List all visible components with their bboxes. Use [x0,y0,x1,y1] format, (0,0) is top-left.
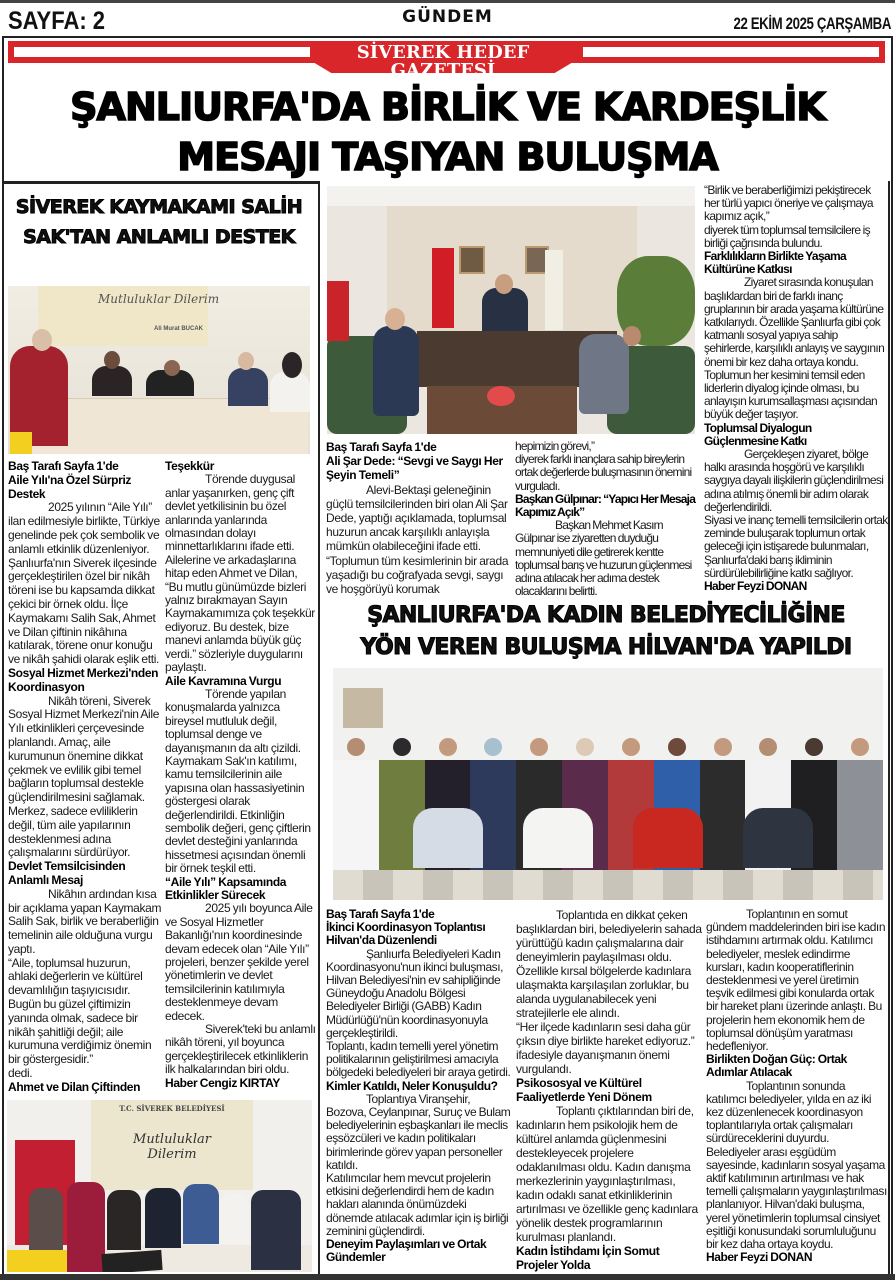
paragraph: Toplantıda en dikkat çeken başlıklardan biri, belediyelerin sahada yürüttüğü kadın çalışmalarına dair deneyimlerin paylaşılması oldu. Özellikle kırsal bölgelerde kadınlara ulaşmakta karşılaşılan zorluklar, bu alanda uygulanabilecek yeni stratejilerle ele alındı. [516,908,702,1020]
lead-story-col2 [515,440,699,598]
subheading: Kadın İstihdamı İçin Somut Projeler Yolda [516,1244,660,1272]
issue-date: 22 EKİM 2025 ÇARŞAMBA [733,14,891,33]
subheading: Sosyal Hizmet Merkezi'nden Koordinasyon [8,665,159,694]
subheading: Başkan Gülpınar: “Yapıcı Her Mesaja Kapımız Açık” [515,491,696,520]
subheading: Aile Kavramına Vurgu [165,673,282,688]
paragraph: Nikâhın ardından kısa bir açıklama yapan Kaymakam Salih Sak, birlik ve beraberliğin temelinin aile olduğuna vurgu yaptı. [8,886,162,956]
subheading: Deneyim Paylaşımları ve Ortak Gündemler [326,1237,487,1265]
page-number: SAYFA: 2 [8,7,106,35]
page-header [0,4,895,34]
lead-headline-line2: MESAJI TAŞIYAN BULUŞMA [177,135,718,179]
paragraph: Toplantının sonunda katılımcı belediyeler, yılda en az iki kez düzenlenecek koordinasyon toplantılarıyla ortak çalışmaları sürdüreceklerini duyurdu. [706,1078,872,1146]
paragraph: 2025 yılı boyunca Aile ve Sosyal Hizmetler Bakanlığı'nın koordinesinde devam edecek olan “Aile Yılı” projeleri, benzer şekilde yerel yönetimlerin ve devlet temsilcilerinin katılımıyla desteklenmeye devam edecek. [165,901,313,1023]
subheading: Baş Tarafı Sayfa 1'de [8,459,119,473]
right-frame-rule [888,181,890,1274]
paragraph: “Birlik ve beraberliğimizi pekiştirecek her türlü yapıcı öneriye ve çalışmaya kapımız açık,” [704,183,873,224]
masthead-title: SİVEREK HEDEF GAZETESİ [356,42,530,81]
subheading: Aile Yılı'na Özel Sürpriz Destek [8,472,132,501]
paragraph: diyerek tüm toplumsal temsilcilere iş birliği çağrısında bulundu. [704,222,871,250]
paragraph: Ziyaret sırasında konuşulan başlıklardan biri de farklı inanç gruplarının bir arada yaşama kültürüne katkılarıydı. Özellikle Şanlıurfa gibi çok katmanlı sosyal yapıya sahip şehirlerde, karşılıklı anlayış ve saygının önemi bir kez daha ortaya kondu. Toplumun her kesimini temsil eden liderlerin diyalog içinde olması, bu anlayışın kurumsallaşması açısından büyük değer taşıyor. [704,275,885,422]
paragraph: 2025 yılının “Aile Yılı” ilan edilmesiyle birlikte, Türkiye genelinde pek çok sembolik ve anlamlı etkinlik düzenleniyor. Şanlıurfa'nın Siverek ilçesinde gerçekleştirilen özel bir nikâh töreni ise bu kapsamda dikkat çekici bir örnek oldu. İlçe Kaymakamı Salih Sak, Ahmet ve Dilan çiftinin nikâhına katılarak, törene onur konuğu ve nikâh şahidi olarak eşlik etti. [8,500,160,667]
subheading: Baş Tarafı Sayfa 1'de [326,440,437,454]
hilvan-story-col1 [326,908,512,1264]
subheading: Toplumsal Diyalogun Güçlenmesine Katkı [704,420,812,448]
paragraph: Törende yapılan konuşmalarda yalnızca bireysel mutluluk değil, toplumsal denge ve dayanışmanın da altı çizildi. Kaymakam Sak'ın katılımı, kamu temsilcilerinin aile yapısına olan hassasiyetinin göstergesi olarak değerlendirildi. Etkinliğin sembolik değeri, genç çiftlerin devlet desteğini yanlarında hissetmesi açısından önemli bir örnek teşkil etti. [165,686,311,876]
paragraph: “Aile, toplumsal huzurun, ahlaki değerlerin ve kültürel devamlılığın taşıyıcısıdır. Bugün bu güzel çiftimizin yanında olmak, sadece bir nikâh şahitliği değil; aile kurumuna verdiğimiz önemin bir göstergesidir.” [8,955,152,1067]
paragraph: Siverek'teki bu anlamlı nikâh töreni, yıl boyunca gerçekleştirilecek etkinliklerin ilk halkalarından biri oldu. [165,1022,316,1077]
paragraph: Şanlıurfa Belediyeleri Kadın Koordinasyonu'nun ikinci buluşması, Hilvan Belediyesi'nin ev sahipliğinde Güneydoğu Anadolu Bölgesi Belediyeler Birliği (GABB) Kadın Müdürlüğü'nün koordinasyonuyla gerçekleştirildi. [326,946,503,1040]
section-name: GÜNDEM [402,7,493,27]
bottom-rule [0,1274,895,1280]
paragraph: Alevi-Bektaşi geleneğinin güçlü temsilcilerinden biri olan Ali Şar Dede, yaptığı açıklamada, toplumsal huzurun ancak karşılıklı anlayışla mümkün olabileceğini ifade etti. [326,482,508,554]
paragraph: Toplantı, kadın temelli yerel yönetim politikalarının geliştirilmesi amacıyla bölgedeki belediyeleri bir araya getirdi. [326,1039,511,1080]
hilvan-story-col3 [706,908,888,1264]
subheading: İkinci Koordinasyon Toplantısı Hilvan'da Düzenlendi [326,920,486,948]
office-meeting-photo [327,186,695,434]
paragraph: diyerek farklı inançlara sahip bireylerin ortak değerlerde buluşmasının önemini vurguladı. [515,452,692,493]
hilvan-headline: ŞANLIURFA'DA KADIN BELEDİYECİLİĞİNE YÖN VEREN BULUŞMA HİLVAN'DA YAPILDI [360,603,852,660]
subheading: “Aile Yılı” Kapsamında Etkinlikler Sürecek [165,874,287,902]
left-story-col2 [165,460,317,1090]
subheading: Kimler Katıldı, Neler Konuşuldu? [326,1078,498,1093]
photo-org-text: T.C. SİVEREK BELEDİYESİ [119,1104,225,1113]
subheading: Ali Şar Dede: “Sevgi ve Saygı Her Şeyin Temeli” [326,454,503,483]
paragraph: Törende duygusal anlar yaşanırken, genç çift devlet yetkilisinin bu özel anlarında yanlarında olmasından dolayı minnettarlıklarını ifade etti. Ailelerine ve arkadaşlarına hitap eden Ahmet ve Dilan, “Bu mutlu günümüzde bizleri yalnız bırakmayan Sayın Kaymakamımıza çok teşekkür ediyoruz. Bu destek, bize manevi anlamda büyük güç verdi.” sözleriyle duygularını paylaştı. [165,472,315,675]
subheading: Ahmet ve Dilan Çiftinden [8,1079,141,1094]
byline: Haber Feyzi DONAN [704,579,807,594]
lead-story-col1 [326,440,512,596]
women-group-photo [333,668,883,900]
paragraph: hepimizin görevi,” [515,439,595,453]
lead-story-col3 [704,184,888,593]
paragraph: Nikâh töreni, Siverek Sosyal Hizmet Merkezi'nin Aile Yılı etkinlikleri çerçevesinde planlandı. Amaç, aile kurumunun önemine dikkat çekmek ve evlilik gibi temel bağların toplumsal destekle güçlendirilmesini sağlamak. Merkez, sadece evliliklerin değil, tüm aile yapılarının desteklenmesi adına çalışmalarını sürdürüyor. [8,693,160,860]
left-story-col1 [8,460,162,1095]
top-rule [0,0,895,3]
photo-banner-text: Mutluluklar Dilerim [98,292,220,306]
paragraph: Toplantının en somut gündem maddelerinden biri ise kadın istihdamını artırmak oldu. Katılımcı belediyeler, meslek edindirme kursları, kadın kooperatiflerinin desteklenmesi ve yerel üretimin teşvik edilmesi gibi konularda ortak bir hareket planı üzerinde anlaştı. Bu projelerin hem ekonomik hem de toplumsal dönüşüm yaratması hedefleniyor. [706,907,886,1054]
left-column-rule [3,181,319,184]
subheading: Baş Tarafı Sayfa 1'de [326,907,435,921]
subheading: Teşekkür [165,459,215,473]
left-story-headline: SİVEREK KAYMAKAMI SALİH SAK'TAN ANLAMLI DESTEK [15,196,303,248]
subheading: Psikososyal ve Kültürel Faaliyetlerde Yeni Dönem [516,1076,652,1104]
paragraph: “Her ilçede kadınların sesi daha gür çıksın diye birlikte hareket ediyoruz.” [516,1020,695,1048]
byline: Haber Cengiz KIRTAY [165,1075,281,1090]
hilvan-story-col2 [516,908,702,1272]
paragraph: dedi. [8,1066,33,1081]
paragraph: Toplantı çıktılarından biri de, kadınların hem psikolojik hem de kültürel anlamda güçlenmesini destekleyecek projelere odaklanılması oldu. Kadın danışma merkezlerinin yaygınlaştırılması, kadın odaklı sanat etkinliklerinin artırılması ve özellikle genç kadınlara yönelik destek programlarının kurulması planlandı. [516,1104,698,1244]
paragraph: Başkan Mehmet Kasım Gülpınar ise ziyaretten duyduğu memnuniyeti dile getirerek kentte toplumsal barış ve huzurun güçlenmesi adına atılacak her adıma destek olacaklarını belirtti. [515,518,692,599]
column-divider [318,181,320,1274]
subheading: Birlikten Doğan Güç: Ortak Adımlar Atılacak [706,1052,847,1080]
paragraph: Gerçekleşen ziyaret, bölge halkı arasında hoşgörü ve karşılıklı saygıya dayalı ilişkilerin güçlendirilmesi adına atılmış önemli bir adım olarak değerlendirildi. [704,447,884,514]
subheading: Farklılıkların Birlikte Yaşama Kültürüne Katkısı [704,249,847,277]
wedding-group-photo [7,1100,312,1272]
photo-banner-text-2: Mutluluklar Dilerim [133,1132,211,1162]
byline: Haber Feyzi DONAN [706,1250,813,1265]
paragraph: Toplantıya Viranşehir, Bozova, Ceylanpınar, Suruç ve Bulam belediyelerinin eşbaşkanları ile meclis eşsözcüleri ve kadın politikaları birimlerinde görev yapan personeller katıldı. [326,1091,511,1172]
photo-name-text: Ali Murat BUCAK [154,326,203,332]
wedding-ceremony-photo [8,286,310,454]
paragraph: “Toplumun tüm kesimlerinin bir arada yaşadığı bu coğrafyada sevgi, saygı ve hoşgörüyü korumak [326,553,509,597]
subheading: Devlet Temsilcisinden Anlamlı Mesaj [8,859,126,887]
paragraph: Katılımcılar hem mevcut projelerin etkisini değerlendirdi hem de kadın hakları alanında önümüzdeki dönemde atılacak adımlar için iş birliği zeminini güçlendirdi. [326,1171,509,1238]
paragraph: Siyasi ve inanç temelli temsilcilerin ortak zeminde buluşarak toplumun ortak geleceği için istişarede bulunmaları, Şanlıurfa'daki barış ikliminin sürdürülebilirliğine katkı sağlıyor. [704,513,888,580]
paragraph: ifadesiyle dayanışmanın önemi vurgulandı. [516,1048,670,1076]
lead-headline-line1: ŞANLIURFA'DA BİRLİK VE KARDEŞLİK [70,85,825,129]
paragraph: Belediyeler arası eşgüdüm sayesinde, kadınların sosyal yaşama aktif katılımının artırılması ve hak temelli çalışmaların yaygınlaştırılması planlanıyor. Hilvan'daki buluşma, yerel yönetimlerin toplumsal cinsiyet eşitliği konusundaki sorumluluğunu bir kez daha ortaya koydu. [706,1144,887,1252]
